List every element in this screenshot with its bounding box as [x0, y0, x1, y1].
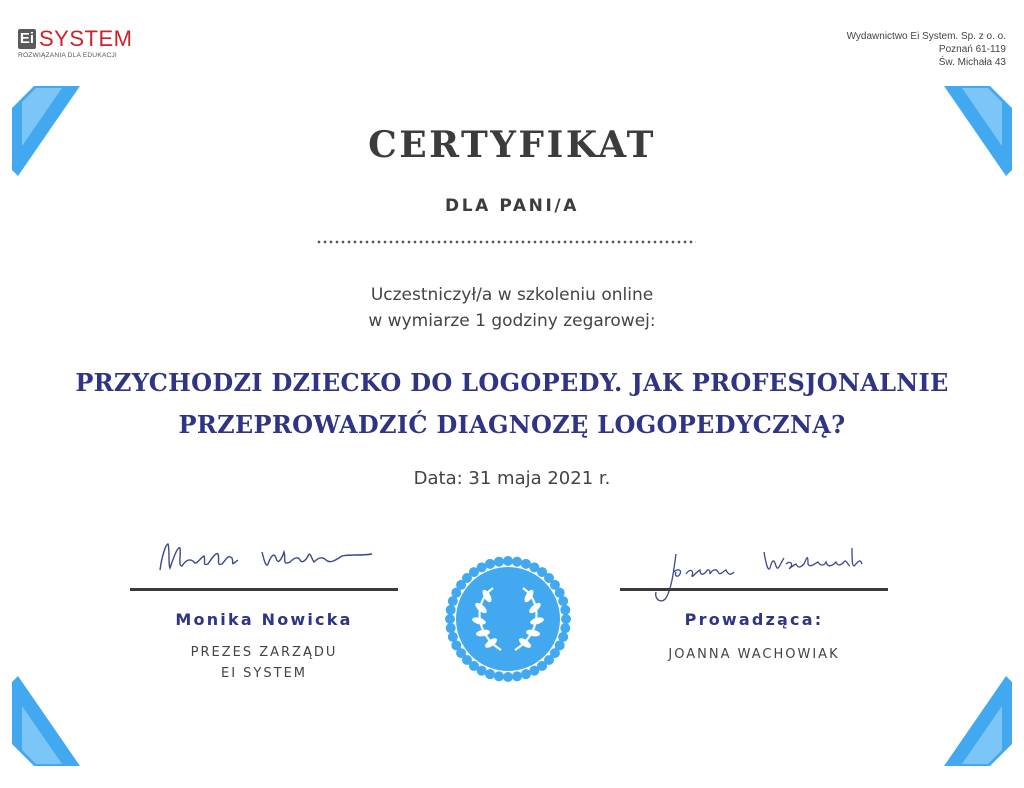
course-title — [0, 362, 1024, 446]
corner-decoration-bottom-right — [922, 676, 1012, 766]
participation-line-1: Uczestniczył/a w szkoleniu online — [370, 285, 654, 305]
laurel-seal-icon — [443, 554, 573, 684]
signatory-right-role-line-1: JOANNA WACHOWIAK — [668, 647, 840, 662]
signature-line-right — [620, 588, 888, 591]
logo-wordmark: SYSTEM — [39, 26, 133, 51]
logo-tagline: ROZWIĄZANIA DLA EDUKACJI — [18, 52, 117, 59]
course-title-line-2: PRZEPROWADZIĆ DIAGNOZĘ LOGOPEDYCZNĄ? — [178, 410, 846, 439]
certificate-title: CERTYFIKAT — [368, 124, 656, 166]
signature-left — [150, 530, 380, 580]
recipient-label: DLA PANI/A — [445, 196, 579, 216]
corner-decoration-bottom-left — [12, 676, 102, 766]
ei-system-logo — [10, 18, 134, 74]
participation-statement — [0, 282, 1024, 334]
publisher-name: Wydawnictwo Ei System. Sp. z o. o. — [846, 31, 1006, 42]
recipient-name-dotted-line — [316, 240, 696, 244]
signatory-left-role-line-1: PREZES ZARZĄDU — [190, 645, 338, 660]
signatory-right-role — [620, 644, 888, 665]
publisher-address — [786, 30, 1006, 69]
certificate-date: Data: 31 maja 2021 r. — [413, 468, 611, 489]
publisher-street: Św. Michała 43 — [938, 57, 1006, 68]
logo-mark-text: Ei — [19, 30, 35, 47]
signature-line-left — [130, 588, 398, 591]
signatory-right-name: Prowadząca: — [684, 610, 824, 629]
signature-right — [640, 538, 870, 610]
signatory-left-name: Monika Nowicka — [175, 610, 353, 629]
publisher-city: Poznań 61-119 — [938, 44, 1006, 55]
signatory-left-role-line-2: EI SYSTEM — [221, 666, 307, 681]
course-title-line-1: PRZYCHODZI DZIECKO DO LOGOPEDY. JAK PROFESJONALNIE — [75, 368, 949, 397]
signatory-left-role — [130, 642, 398, 684]
participation-line-2: w wymiarze 1 godziny zegarowej: — [368, 311, 656, 331]
logo-mark — [18, 29, 36, 49]
